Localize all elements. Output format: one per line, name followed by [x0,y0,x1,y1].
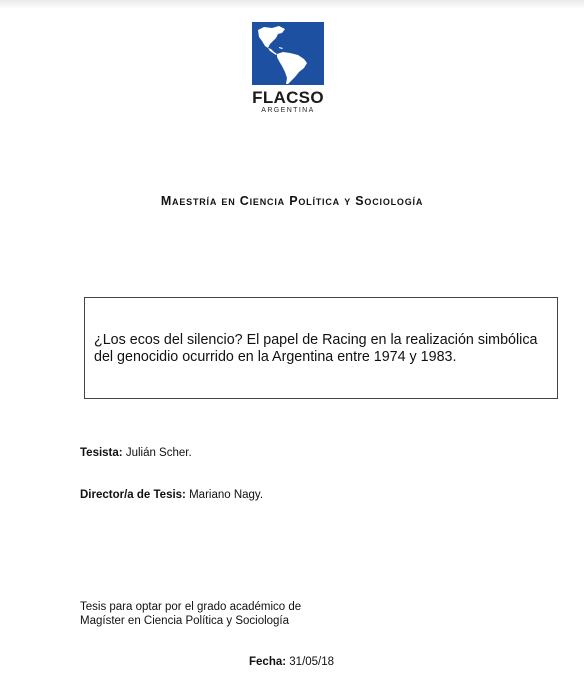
page-top-edge [0,0,584,9]
logo-subtitle: ARGENTINA [261,107,315,114]
degree-line-2: Magíster en Ciencia Política y Sociología [80,615,290,627]
flacso-logo [250,22,326,115]
logo-name: FLACSO [252,88,324,107]
director-field [80,489,263,501]
date-label: Fecha: [249,656,287,668]
americas-map-icon [252,22,324,85]
student-label: Tesista: [80,447,123,459]
program-heading: Maestría en Ciencia Política y Sociología [160,194,424,208]
degree-statement [80,600,301,628]
director-label: Director/a de Tesis: [80,489,186,501]
date-value: 31/05/18 [289,656,335,668]
director-name: Mariano Nagy. [189,489,264,501]
student-name: Julián Scher. [125,447,192,459]
student-field [80,447,192,459]
degree-line-1: Tesis para optar por el grado académico de [80,601,302,613]
thesis-title-box [84,297,558,399]
thesis-title: ¿Los ecos del silencio? El papel de Racing en la realización simbólica del genocidio ocurrido en la Argentina entre 1974 y 1983. [94,332,538,365]
date-field [249,656,334,668]
